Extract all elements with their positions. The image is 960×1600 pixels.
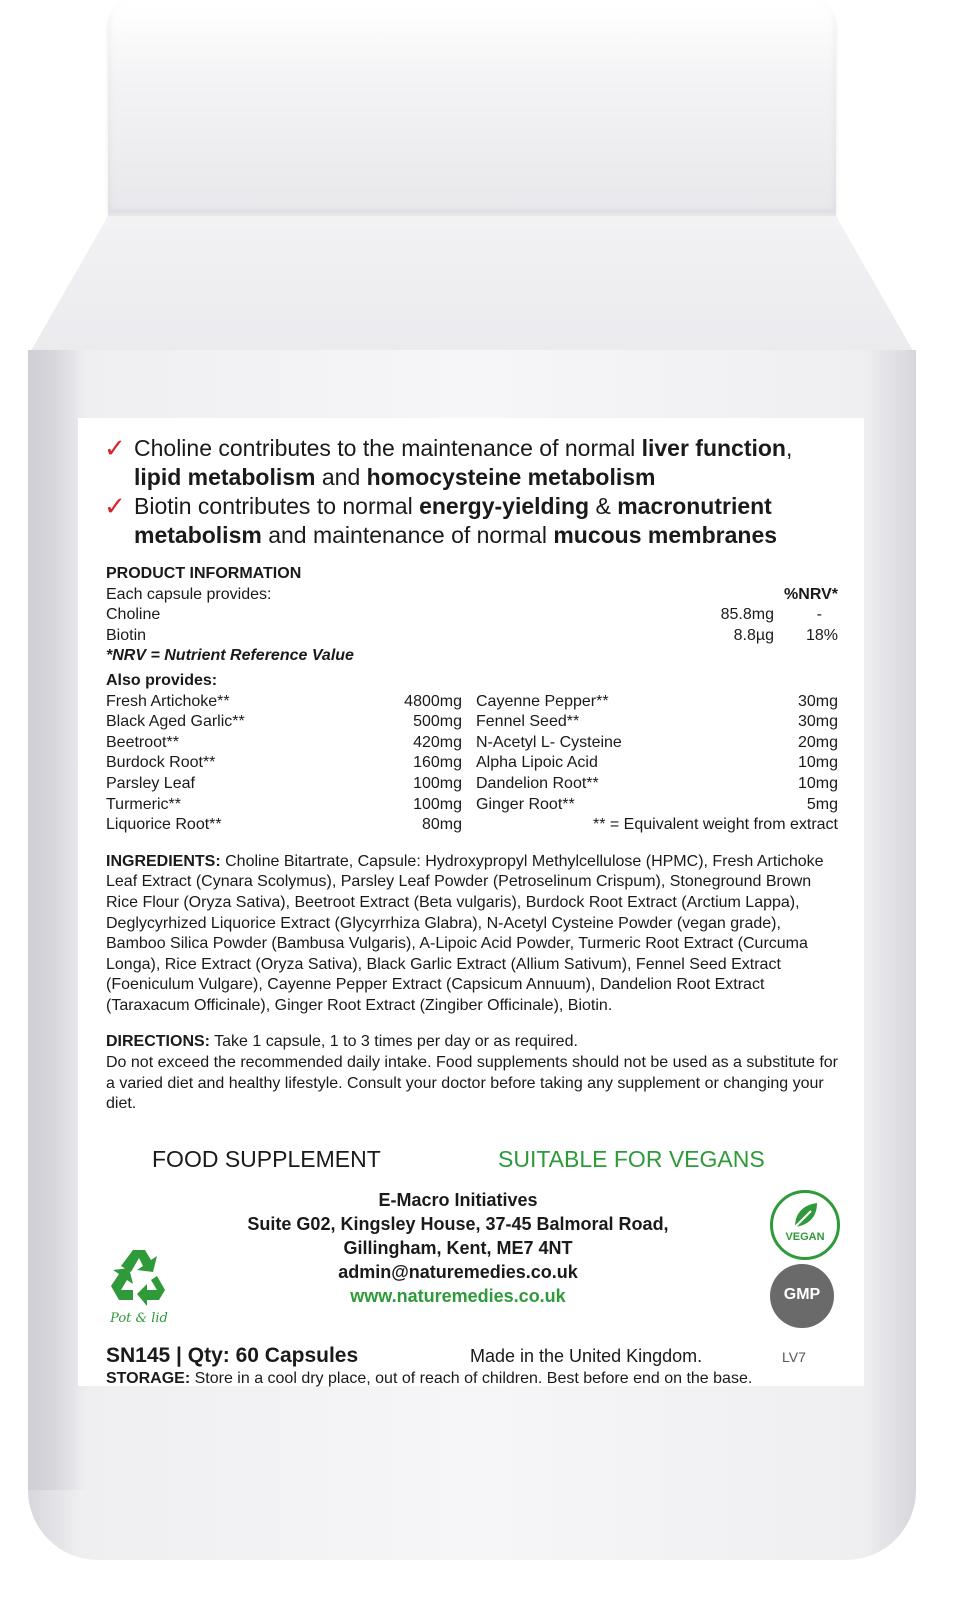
also-provides-right	[476, 692, 838, 836]
each-capsule-row	[106, 585, 838, 606]
supplement-row	[152, 1146, 832, 1173]
item-name: Fennel Seed**	[476, 713, 580, 731]
address-line2: Gillingham, Kent, ME7 4NT	[343, 1238, 573, 1258]
item-name: Alpha Lipoic Acid	[476, 754, 598, 772]
also-item	[106, 712, 462, 733]
extract-note: ** = Equivalent weight from extract	[592, 816, 838, 834]
nutrient-row	[106, 626, 838, 647]
item-amount: 30mg	[797, 713, 838, 731]
bottle-lid	[108, 0, 836, 218]
claim-bold: energy-yielding	[419, 493, 590, 519]
item-amount: 500mg	[413, 713, 462, 731]
storage-label: STORAGE:	[106, 1370, 191, 1387]
item-name: Dandelion Root**	[476, 774, 599, 792]
gmp-badge-text: GMP	[783, 1286, 821, 1303]
also-provides-grid	[106, 692, 838, 836]
suitable-vegans-text: SUITABLE FOR VEGANS	[498, 1146, 765, 1172]
claim-text-part: Choline contributes to the maintenance of normal	[134, 435, 642, 461]
product-label	[78, 418, 864, 1386]
recycle-logo	[104, 1246, 174, 1330]
item-name: N-Acetyl L- Cysteine	[476, 733, 622, 751]
also-item	[476, 692, 838, 713]
claim-text	[134, 434, 864, 492]
item-amount: 100mg	[413, 774, 462, 792]
check-icon: ✓	[104, 433, 126, 463]
vegan-badge-text: VEGAN	[785, 1231, 825, 1243]
claim-choline	[104, 434, 864, 492]
item-name: Black Aged Garlic**	[106, 713, 245, 731]
nutrient-amount: 8.8µg	[733, 626, 774, 644]
also-item	[106, 733, 462, 754]
item-amount: 4800mg	[404, 692, 462, 710]
nutrient-amount: 85.8mg	[720, 606, 774, 624]
claim-text-part: &	[589, 493, 618, 519]
claim-bold: liver function	[641, 435, 786, 461]
item-amount: 80mg	[421, 816, 462, 834]
item-name: Liquorice Root**	[106, 816, 222, 834]
check-icon: ✓	[104, 491, 126, 521]
made-in: Made in the United Kingdom.	[470, 1346, 703, 1366]
claim-text-part: Biotin contributes to normal	[134, 493, 420, 519]
nutrient-nrv: 18%	[805, 626, 838, 644]
nutrient-name: Choline	[106, 606, 161, 624]
leaf-icon	[773, 1193, 837, 1233]
item-amount: 30mg	[797, 692, 838, 710]
nrv-header: %NRV*	[784, 585, 838, 603]
also-item	[476, 774, 838, 795]
claim-bold: homocysteine metabolism	[366, 464, 656, 490]
health-claims	[104, 434, 864, 550]
nutrient-name: Biotin	[106, 626, 147, 644]
also-item	[476, 795, 838, 816]
item-name: Turmeric**	[106, 795, 181, 813]
recycle-icon	[107, 1246, 171, 1306]
also-item	[106, 774, 462, 795]
product-information	[106, 564, 838, 1115]
address-line1: Suite G02, Kingsley House, 37-45 Balmoral Road,	[247, 1214, 669, 1234]
item-amount: 20mg	[797, 733, 838, 751]
also-item	[106, 692, 462, 713]
also-item	[476, 753, 838, 774]
directions-section	[106, 1032, 838, 1114]
item-amount: 160mg	[413, 754, 462, 772]
company-email[interactable]: admin@naturemedies.co.uk	[338, 1262, 578, 1282]
recycle-text: Pot & lid	[110, 1311, 168, 1326]
nutrient-row	[106, 605, 838, 626]
item-amount: 10mg	[797, 754, 838, 772]
product-info-heading: PRODUCT INFORMATION	[106, 565, 302, 582]
item-name: Fresh Artichoke**	[106, 692, 230, 710]
item-amount: 420mg	[413, 733, 462, 751]
claim-text-part: and	[315, 464, 367, 490]
item-name: Beetroot**	[106, 733, 179, 751]
claim-biotin	[104, 492, 864, 550]
item-name: Parsley Leaf	[106, 774, 195, 792]
item-amount: 100mg	[413, 795, 462, 813]
claim-bold: lipid metabolism	[134, 464, 316, 490]
storage-section	[106, 1370, 846, 1388]
item-name: Ginger Root**	[476, 795, 575, 813]
claim-bold: metabolism	[134, 522, 262, 548]
company-name: E-Macro Initiatives	[378, 1190, 538, 1210]
company-website[interactable]: www.naturemedies.co.uk	[350, 1286, 566, 1306]
item-name: Burdock Root**	[106, 754, 216, 772]
claim-bold: macronutrient	[617, 493, 772, 519]
directions-text: Take 1 capsule, 1 to 3 times per day or as required.	[210, 1033, 578, 1051]
bottom-row	[106, 1344, 846, 1368]
claim-text-part: and maintenance of normal	[261, 522, 554, 548]
also-provides-left	[106, 692, 462, 836]
extract-note-row	[476, 815, 838, 836]
item-amount: 10mg	[797, 774, 838, 792]
ingredients-label: INGREDIENTS:	[106, 852, 221, 870]
vegan-badge	[770, 1190, 840, 1260]
claim-bold: mucous membranes	[553, 522, 778, 548]
also-item	[476, 733, 838, 754]
nutrient-nrv: -	[816, 606, 822, 624]
item-amount: 5mg	[806, 795, 838, 813]
storage-text: Store in a cool dry place, out of reach of children. Best before end on the base.	[190, 1370, 753, 1387]
ingredients-section	[106, 852, 838, 1017]
each-capsule-text: Each capsule provides:	[106, 585, 272, 603]
gmp-badge	[770, 1264, 834, 1328]
claim-text	[134, 492, 864, 550]
directions-label: DIRECTIONS:	[106, 1033, 210, 1051]
also-provides-heading: Also provides:	[106, 671, 218, 689]
also-item	[106, 815, 462, 836]
ingredients-text: Choline Bitartrate, Capsule: Hydroxypropyl Methylcellulose (HPMC), Fresh Artichoke Leaf Extract (Cynara Scolymus), Parsley Leaf Powder (Petroselinum Crispum), Stoneground Brown Rice Flour (Oryza Sativa), Beetroot Extract (Beta vulgaris), Burdock Root Extract (Arctium Lappa), Deglycyrhized Liquorice Extract (Glycyrrhiza Glabra), N-Acetyl Cysteine Powder (vegan grade), Bamboo Silica Powder (Bambusa Vulgaris), A-Lipoic Acid Powder, Turmeric Root Extract (Curcuma Longa), Rice Extract (Oryza Sativa), Black Garlic Extract (Allium Sativum), Fennel Seed Extract (Foeniculum Vulgare), Cayenne Pepper Extract (Capsicum Annuum), Dandelion Root Extract (Taraxacum Officinale), Ginger Root Extract (Zingiber Officinale), Biotin.	[106, 852, 824, 1014]
lv-code: LV7	[782, 1349, 806, 1365]
claim-text-part: ,	[785, 435, 793, 461]
company-address	[208, 1188, 708, 1308]
item-name: Cayenne Pepper**	[476, 692, 609, 710]
nrv-note: *NRV = Nutrient Reference Value	[106, 647, 354, 665]
directions-warning: Do not exceed the recommended daily intake. Food supplements should not be used as a substitute for a varied diet and healthy lifestyle. Consult your doctor before taking any supplement or changing your diet.	[106, 1054, 838, 1113]
sn-qty: SN145 | Qty: 60 Capsules	[106, 1344, 359, 1367]
food-supplement-text: FOOD SUPPLEMENT	[152, 1146, 381, 1172]
also-item	[476, 712, 838, 733]
also-item	[106, 795, 462, 816]
also-item	[106, 753, 462, 774]
